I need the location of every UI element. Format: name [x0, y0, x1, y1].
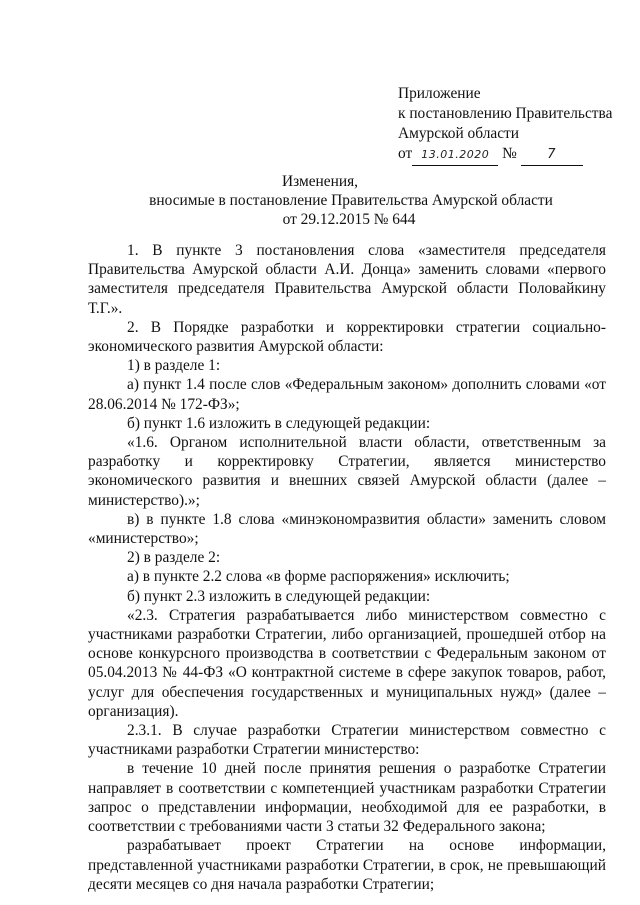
handwritten-number: 7: [521, 145, 583, 166]
title-line-3: от 29.12.2015 № 644: [282, 211, 416, 228]
paragraph-9: а) в пункте 2.2 слова «в форме распоряжения» исключить;: [127, 568, 510, 586]
paragraph-2: 2. В Порядке разработки и корректировки стратегии социально-экономического развития Амурской области:: [88, 318, 606, 356]
date-prefix: от: [398, 145, 413, 162]
paragraph-1: 1. В пункте 3 постановления слова «заместителя председателя Правительства Амурской области А.И. Донца» заменить словами «первого заместителя председателя Правительства Амурской области Половайкину Т.Г.».: [88, 242, 606, 317]
handwritten-date: 13.01.2020: [412, 145, 498, 166]
appendix-resolution-ref: к постановлению Правительства: [398, 105, 613, 122]
appendix-label: Приложение: [398, 85, 481, 102]
title-line-1: Изменения,: [281, 173, 358, 190]
paragraph-10: б) пункт 2.3 изложить в следующей редакции:: [127, 587, 431, 605]
paragraph-13: в течение 10 дней после принятия решения о разработке Стратегии направляет в соответствии с компетенцией участникам разработки Стратегии запрос о представлении информации, необходимой для ее разработки, в соответствии с требованиями части 3 статьи 32 Федерального закона;: [88, 760, 606, 836]
appendix-region: Амурской области: [398, 125, 519, 142]
document-title: [0, 172, 640, 229]
document-body: [88, 241, 606, 894]
paragraph-12: 2.3.1. В случае разработки Стратегии министерством совместно с участниками разработки Стратегии министерство:: [88, 722, 606, 759]
appendix-date-number: [398, 144, 612, 166]
paragraph-6: «1.6. Органом исполнительной власти области, ответственным за разработку и корректировку Стратегии, является министерство экономического развития и внешних связей Амурской области (далее – министерство).»;: [88, 434, 606, 509]
paragraph-14: разрабатывает проект Стратегии на основе информации, представленной участниками разработки Стратегии, в срок, не превышающий десяти месяцев со дня начала разработки Стратегии;: [88, 837, 606, 893]
appendix-header: [398, 84, 612, 166]
paragraph-8: 2) в разделе 2:: [127, 549, 221, 567]
paragraph-7: в) в пункте 1.8 слова «минэкономразвития области» заменить словом «министерство»;: [88, 510, 606, 548]
paragraph-3: 1) в разделе 1:: [127, 357, 221, 375]
number-label: №: [502, 145, 517, 162]
title-line-2: вносимые в постановление Правительства Амурской области: [149, 192, 553, 209]
paragraph-11: «2.3. Стратегия разрабатывается либо министерством совместно с участниками разработки Стратегии, либо организацией, прошедшей отбор на основе конкурсного производства в соответствии с Федеральным законом от 05.04.2013 № 44-ФЗ «О контрактной системе в сфере закупок товаров, работ, услуг для обеспечения государственных и муниципальных нужд» (далее – организация).: [88, 606, 606, 720]
paragraph-5: б) пункт 1.6 изложить в следующей редакции:: [127, 414, 431, 432]
paragraph-4: а) пункт 1.4 после слов «Федеральным законом» дополнить словами «от 28.06.2014 № 172-ФЗ»;: [88, 376, 606, 413]
